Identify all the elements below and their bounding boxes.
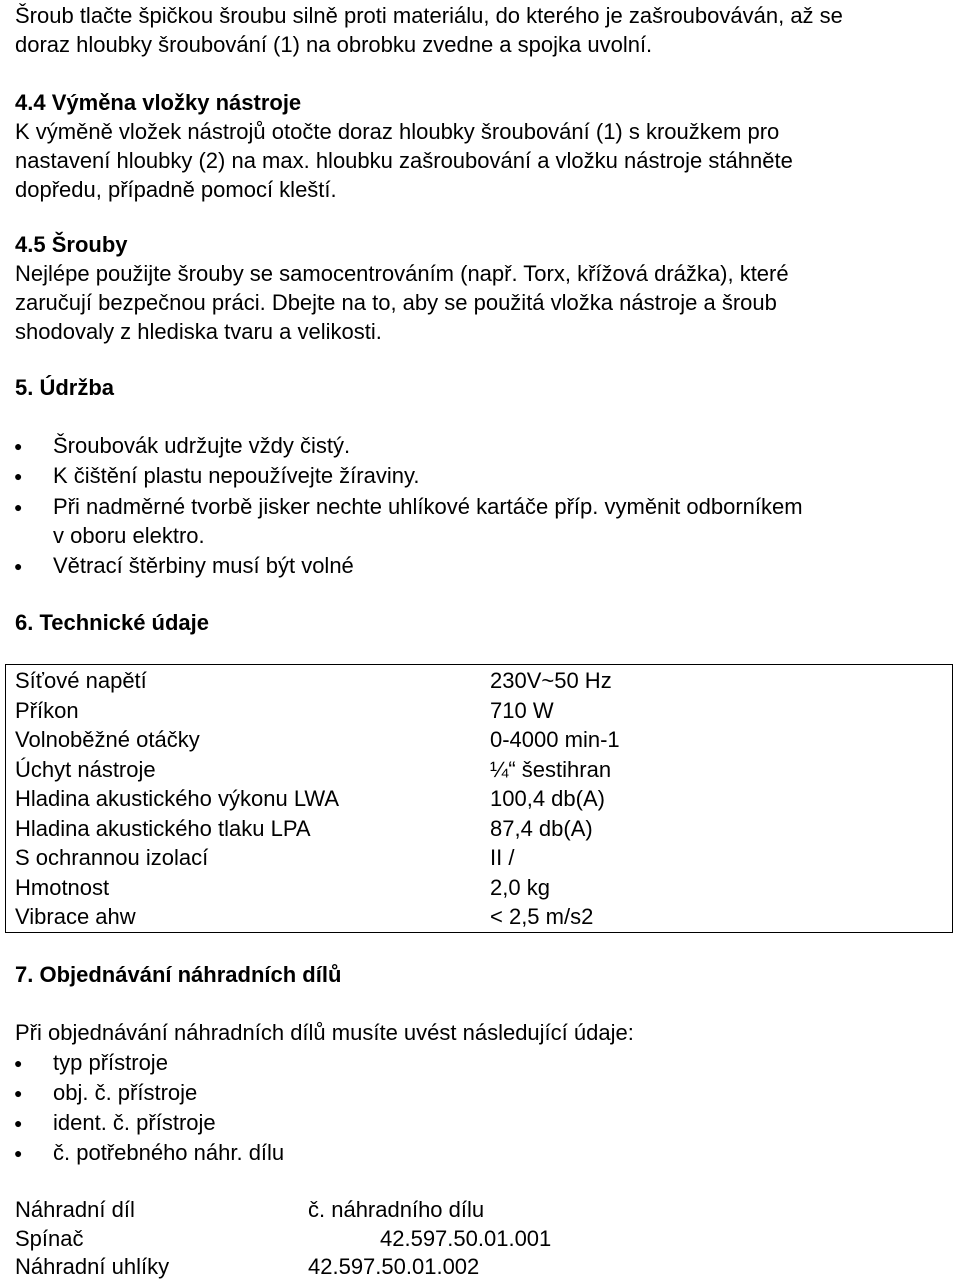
- table-value: 100,4 db(A): [490, 786, 605, 811]
- list-item: obj. č. přístroje: [53, 1080, 198, 1105]
- bullet-icon: ●: [14, 499, 23, 515]
- paragraph-line: K výměně vložek nástrojů otočte doraz hloubky šroubování (1) s kroužkem pro: [15, 119, 780, 144]
- table-label: S ochrannou izolací: [15, 845, 209, 870]
- section-title: Šrouby: [51, 232, 128, 257]
- bullet-icon: ●: [14, 468, 23, 484]
- bullet-icon: ●: [14, 1085, 23, 1101]
- table-value: II /: [490, 845, 515, 870]
- bullet-icon: ●: [14, 558, 23, 574]
- list-item: ident. č. přístroje: [53, 1110, 216, 1135]
- table-label: Hladina akustického výkonu LWA: [15, 786, 340, 811]
- table-label: Síťové napětí: [15, 668, 147, 693]
- intro-line-1: Šroub tlačte špičkou šroubu silně proti materiálu, do kterého je zašroubováván, až se: [15, 3, 843, 28]
- list-item: K čištění plastu nepoužívejte žíraviny.: [53, 463, 420, 488]
- section-4-4-heading: [15, 88, 301, 118]
- parts-row-label: Náhradní uhlíky: [15, 1254, 170, 1279]
- paragraph-line: dopředu, případně pomocí kleští.: [15, 177, 337, 202]
- section-number: 4.5: [15, 232, 46, 257]
- table-value: 710 W: [490, 698, 554, 723]
- table-value: ¼“ šestihran: [490, 757, 612, 782]
- intro-line-2: doraz hloubky šroubování (1) na obrobku zvedne a spojka uvolní.: [15, 32, 653, 57]
- paragraph-line: nastavení hloubky (2) na max. hloubku zašroubování a vložku nástroje stáhněte: [15, 148, 793, 173]
- list-item-continuation: v oboru elektro.: [53, 523, 205, 548]
- section-5-heading: 5. Údržba: [15, 375, 115, 400]
- section-title: Výměna vložky nástroje: [51, 90, 302, 115]
- table-label: Příkon: [15, 698, 79, 723]
- table-value: 87,4 db(A): [490, 816, 593, 841]
- table-label: Vibrace ahw: [15, 904, 136, 929]
- table-label: Volnoběžné otáčky: [15, 727, 200, 752]
- bullet-icon: ●: [14, 1145, 23, 1161]
- table-label: Úchyt nástroje: [15, 757, 156, 782]
- parts-row-label: Spínač: [15, 1226, 84, 1251]
- table-value: 0-4000 min-1: [490, 727, 620, 752]
- list-item: Větrací štěrbiny musí být volné: [53, 553, 354, 578]
- section-6-heading: 6. Technické údaje: [15, 610, 210, 635]
- table-value: 2,0 kg: [490, 875, 550, 900]
- paragraph-line: Nejlépe použijte šrouby se samocentrováním (např. Torx, křížová drážka), které: [15, 261, 789, 286]
- list-item: Při nadměrné tvorbě jisker nechte uhlíkové kartáče příp. vyměnit odborníkem: [53, 494, 803, 519]
- list-item: Šroubovák udržujte vždy čistý.: [53, 433, 351, 458]
- bullet-icon: ●: [14, 438, 23, 454]
- table-value: < 2,5 m/s2: [490, 904, 594, 929]
- paragraph-line: shodovaly z hlediska tvaru a velikosti.: [15, 319, 382, 344]
- list-item: č. potřebného náhr. dílu: [53, 1140, 285, 1165]
- section-7-heading: 7. Objednávání náhradních dílů: [15, 962, 342, 987]
- table-label: Hladina akustického tlaku LPA: [15, 816, 311, 841]
- paragraph-line: zaručují bezpečnou práci. Dbejte na to, aby se použitá vložka nástroje a šroub: [15, 290, 777, 315]
- table-label: Hmotnost: [15, 875, 110, 900]
- paragraph-line: Při objednávání náhradních dílů musíte uvést následující údaje:: [15, 1020, 634, 1045]
- parts-header-value: č. náhradního dílu: [308, 1197, 485, 1222]
- list-item: typ přístroje: [53, 1050, 168, 1075]
- bullet-icon: ●: [14, 1115, 23, 1131]
- parts-header-label: Náhradní díl: [15, 1197, 135, 1222]
- parts-row-value: 42.597.50.01.001: [380, 1226, 552, 1251]
- bullet-icon: ●: [14, 1055, 23, 1071]
- section-4-5-heading: [15, 230, 128, 260]
- parts-row-value: 42.597.50.01.002: [308, 1254, 480, 1279]
- section-number: 4.4: [15, 90, 46, 115]
- table-value: 230V~50 Hz: [490, 668, 612, 693]
